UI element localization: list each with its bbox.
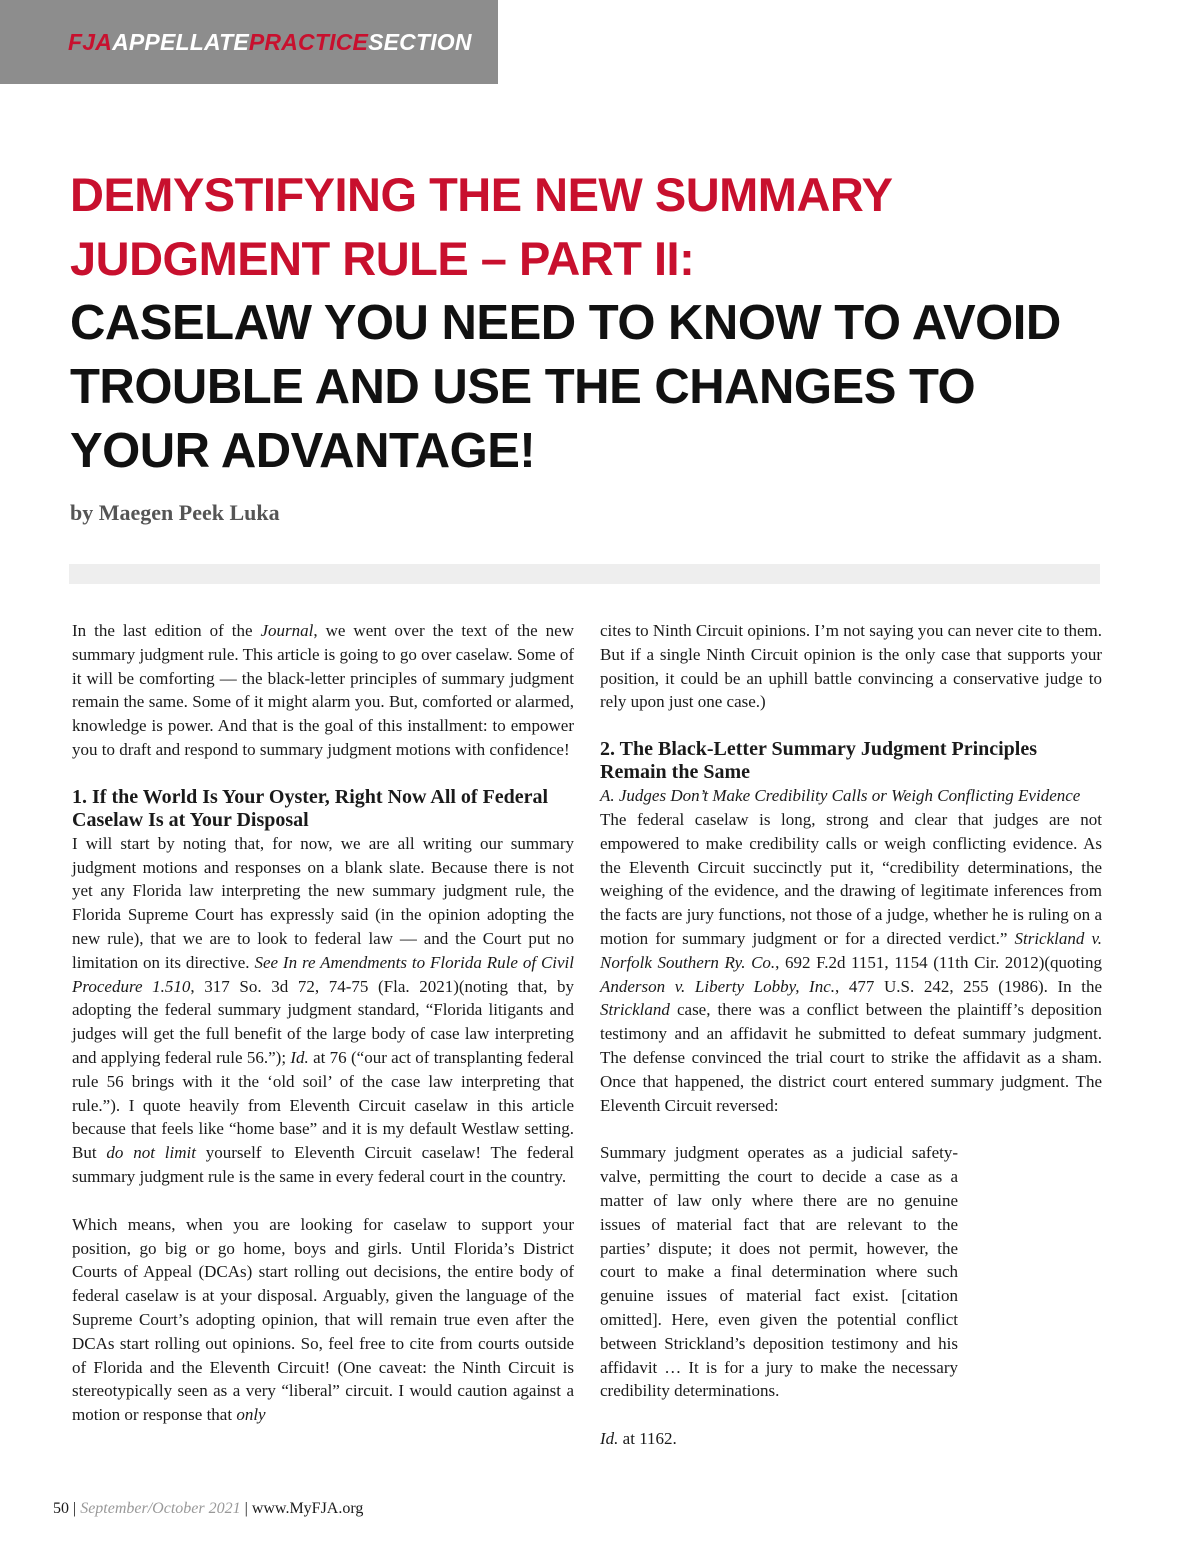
text: , we went over the text of the new summary judgment rule. This article is going to go over caselaw. Some of it will be comforting — the black-letter principles of summary judgment remain the same. Some of it might alarm you. But, comforted or alarmed, knowledge is power. And that is the goal of this installment: to empower you to draft and respond to summary judgment motions with confidence! [72,621,575,759]
case-citation: Strickland v. Norfolk Southern Ry. Co. [600,928,1102,972]
title-black-line: YOUR ADVANTAGE! [70,424,536,478]
right-column [600,619,1102,1451]
text: case, there was a conflict between the plaintiff’s deposition testimony and an affidavit he submitted to defeat summary judgment. The defense convinced the trial court to strike the affidavit as a sham. Once that happened, the district court entered summary judgment. The Eleventh Circuit reversed: [600,1000,1102,1115]
text: , 477 U.S. 242, 255 (1986). In the [835,976,1103,996]
page-number: 50 [53,1500,69,1517]
text: Which means, when you are looking for caselaw to support your position, go big or go home, boys and girls. Until Florida’s District Courts of Appeal (DCAs) start rolling out decisions, the entire body of federal caselaw is at your disposal. Arguably, given the language of the Supreme Court’s adopting opinion, that will remain true even after the DCAs start rolling out opinions. So, feel free to cite from courts outside of Florida and the Eleventh Circuit! (One caveat: the Ninth Circuit is stereotypically seen as a very “liberal” circuit. I would caution against a motion or response that [72,1214,574,1425]
continuation-paragraph: cites to Ninth Circuit opinions. I’m not saying you can never cite to them. But if a single Ninth Circuit opinion is the only case that supports your position, it could be an uphill battle convincing a conservative judge to rely upon just one case.) [600,621,1102,712]
section-label-section: SECTION [368,29,472,55]
paragraph-3 [600,808,1102,1117]
emphasis: do not limit [106,1143,196,1163]
case-citation: Anderson v. Liberty Lobby, Inc. [600,976,836,996]
journal-name: Journal [260,621,314,640]
text: The federal caselaw is long, strong and clear that judges are not empowered to make credibility calls or weigh conflicting evidence. As the Eleventh Circuit succinctly put it, “credibility determinations, the weighing of the evidence, and the drawing of legitimate inferences from the facts are jury functions, not those of a judge, whether he is ruling on a motion for summary judgment or for a directed verdict.” [600,809,1102,948]
left-column [72,619,574,1427]
page-footer [53,1500,363,1518]
title-black-line: TROUBLE AND USE THE CHANGES TO [70,360,976,414]
issue-date: September/October 2021 [80,1500,241,1517]
byline: by Maegen Peek Luka [70,500,280,525]
section-label-appellate: APPELLATE [112,29,249,55]
text: yourself to Eleventh Circuit caselaw! The federal summary judgment rule is the same in every federal court in the country. [72,1143,574,1186]
text: at 1162. [618,1429,677,1449]
text: , 317 So. 3d 72, 74-75 (Fla. 2021)(noting that, by adopting the federal summary judgment standard, “Florida litigants and judges will get the full benefit of the large body of case law interpreting and applying federal rule 56.”); [72,976,574,1067]
section-label-practice: PRACTICE [248,29,369,55]
website-link[interactable]: www.MyFJA.org [251,1500,364,1517]
text: at 76 (“our act of transplanting federal rule 56 brings with it the ‘old soil’ of the case law interpreting that rule.”). I quote heavily from Eleventh Circuit caselaw in this article because that feels like “home base” and it is my default Westlaw setting. But [72,1047,575,1163]
text: I will start by noting that, for now, we are all writing our summary judgment motions and responses on a blank slate. Because there is not yet any Florida law interpreting the new summary judgment rule, the Florida Supreme Court has expressly said (in the opinion adopting the new rule), that we are to look to federal law — and the Court put no limitation on its directive. [72,833,574,972]
footer-separator: | [244,1500,248,1517]
divider-bar [69,564,1100,584]
title-black-line: CASELAW YOU NEED TO KNOW TO AVOID [70,296,1061,350]
text: In the last edition of the [72,621,261,640]
paragraph-1 [72,832,574,1189]
heading-1: 1. If the World Is Your Oyster, Right Now All of Federal Caselaw Is at Your Disposal [72,785,549,831]
title-red-line: JUDGMENT RULE – PART II: [70,232,695,285]
emphasis: only [236,1405,266,1425]
text: , 692 F.2d 1151, 1154 (11th Cir. 2012)(quoting [775,952,1102,972]
case-citation: Strickland [600,1000,670,1020]
paragraph-2 [72,1213,574,1427]
section-label-fja: FJA [68,29,113,55]
section-label [68,29,472,56]
id-citation: Id. [290,1047,309,1067]
case-citation: See In re Amendments to Florida Rule of Civil Procedure 1.510 [72,952,574,996]
article-title [70,163,1130,483]
id-citation: Id. [600,1429,619,1449]
intro-paragraph [72,619,574,762]
closing-citation [600,1427,1102,1451]
heading-2: 2. The Black-Letter Summary Judgment Principles Remain the Same [600,738,1038,784]
section-header-tab [0,0,498,84]
subheading: A. Judges Don’t Make Credibility Calls or Weigh Conflicting Evidence [600,786,1081,806]
title-red-line: DEMYSTIFYING THE NEW SUMMARY [70,168,893,221]
blockquote: Summary judgment operates as a judicial safety-valve, permitting the court to decide a case as a matter of law only where there are no genuine issues of material fact that are relevant to the parties’ dispute; it does not permit, however, the court to make a final determination where such genuine issues of material fact exist. [citation omitted]. Here, even given the potential conflict between Strickland’s deposition testimony and his affidavit … It is for a jury to make the necessary credibility determinations. [600,1143,958,1401]
footer-separator: | [73,1500,77,1517]
